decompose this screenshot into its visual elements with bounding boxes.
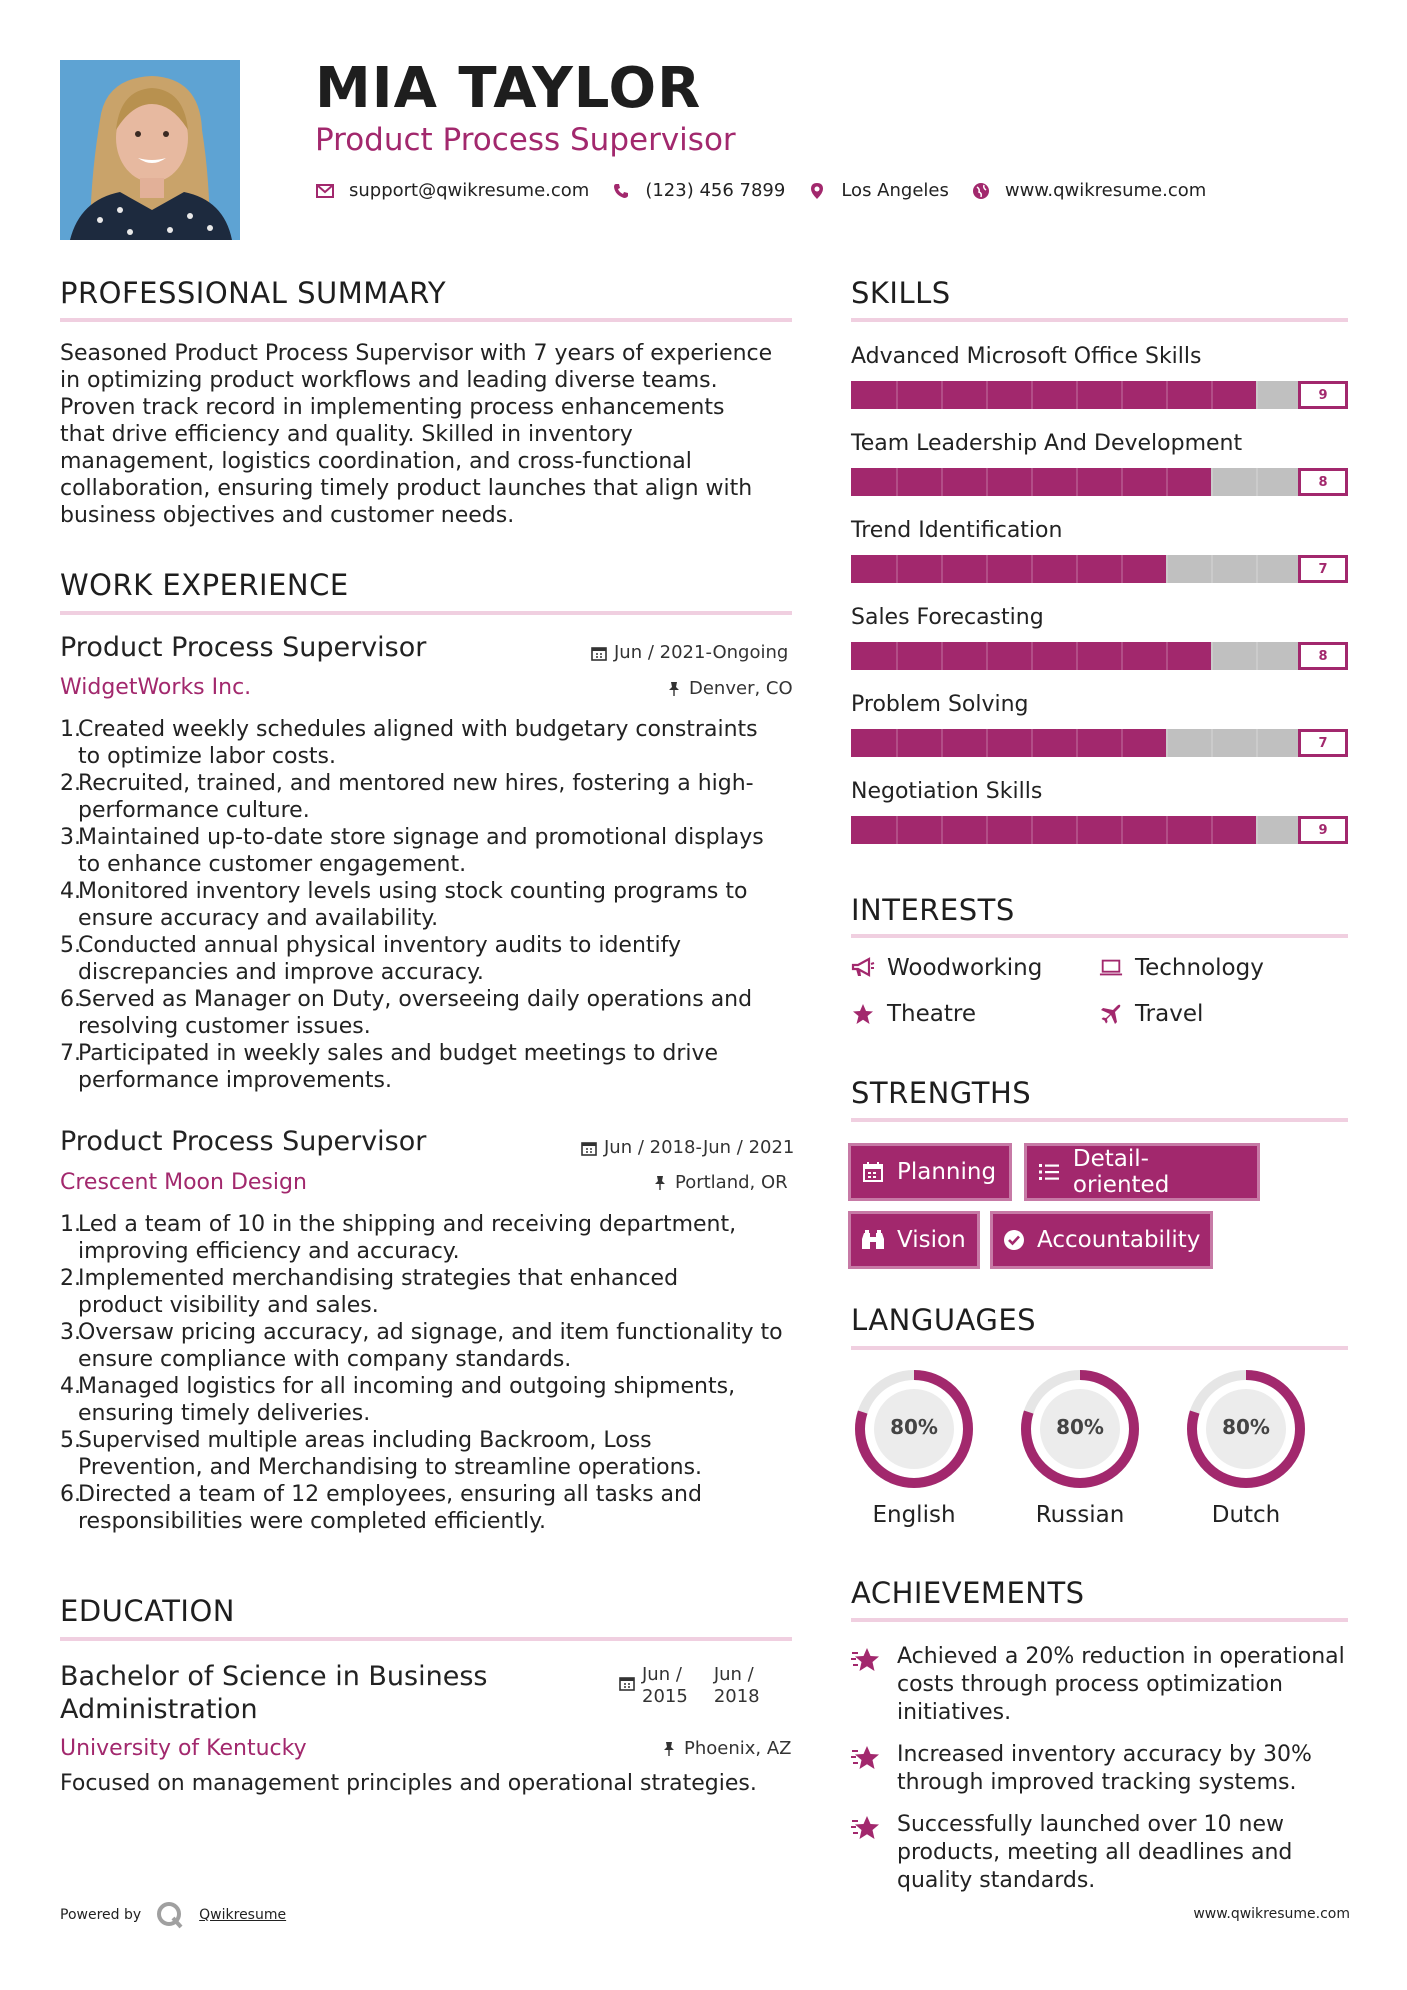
skill-bar-divider — [986, 729, 988, 757]
language-percent: 80% — [1222, 1415, 1270, 1439]
strength-label: Vision — [897, 1227, 966, 1253]
skill-bar-divider — [941, 381, 943, 409]
skill-bar-divider — [1256, 729, 1258, 757]
degree-title — [60, 1660, 487, 1726]
footer-brand — [60, 1900, 286, 1930]
email-text: support@qwikresume.com — [349, 180, 590, 201]
language-ring — [1017, 1366, 1143, 1496]
skill-bar-divider — [896, 729, 898, 757]
section-title-work: WORK EXPERIENCE — [60, 568, 349, 602]
summary-line: business objectives and customer needs. — [60, 503, 515, 528]
company-name: WidgetWorks Inc. — [60, 675, 252, 700]
skill-score: 8 — [1298, 468, 1348, 496]
achievement-text: Successfully launched over 10 new products, meeting all deadlines and quality standards. — [897, 1812, 1293, 1893]
language-name: English — [872, 1502, 956, 1528]
skill-bar — [851, 642, 1301, 670]
list-item: 4. Managed logistics for all incoming and outgoing shipments, ensuring timely deliveries. — [60, 1374, 736, 1426]
section-rule — [60, 1637, 792, 1641]
skill-bar-divider — [1256, 381, 1258, 409]
education-location — [660, 1738, 792, 1759]
section-title-achievements: ACHIEVEMENTS — [851, 1576, 1085, 1610]
list-item: 6. Served as Manager on Duty, overseeing daily operations and resolving customer issues. — [60, 987, 753, 1039]
globe-icon — [971, 181, 991, 201]
summary-line: collaboration, ensuring timely product launches that align with — [60, 476, 753, 501]
skill-bar-divider — [1211, 816, 1213, 844]
binoculars-icon — [861, 1228, 885, 1252]
envelope-icon — [315, 181, 335, 201]
education-description: Focused on management principles and operational strategies. — [60, 1771, 757, 1796]
phone-text: (123) 456 7899 — [645, 180, 786, 201]
date-text: 2015 — [642, 1686, 688, 1707]
skill-bar-divider — [986, 468, 988, 496]
job-dates-text: Jun / 2018-Jun / 2021 — [604, 1137, 795, 1158]
interest-item — [1099, 1001, 1203, 1027]
list-item: 1. Led a team of 10 in the shipping and receiving department, improving efficiency and accuracy. — [60, 1212, 737, 1264]
star-badge-icon — [851, 1645, 883, 1677]
skill-bar-divider — [941, 468, 943, 496]
section-title-languages: LANGUAGES — [851, 1303, 1037, 1337]
skill-bar-divider — [896, 555, 898, 583]
summary-line: in optimizing product workflows and leading diverse teams. — [60, 368, 718, 393]
pushpin-icon — [665, 680, 683, 698]
skill-bar-divider — [941, 642, 943, 670]
skill-score: 7 — [1298, 729, 1348, 757]
section-title-strengths: STRENGTHS — [851, 1076, 1032, 1110]
skill-bar-divider — [986, 642, 988, 670]
achievement-text: Increased inventory accuracy by 30% through improved tracking systems. — [897, 1742, 1312, 1795]
list-item: 5. Supervised multiple areas including Backroom, Loss Prevention, and Merchandising to streamline operations. — [60, 1428, 703, 1480]
skill-name: Sales Forecasting — [851, 605, 1044, 630]
qwikresume-logo-icon — [155, 1900, 185, 1930]
list-item: 3. Oversaw pricing accuracy, ad signage, and item functionality to ensure compliance with company standards. — [60, 1320, 783, 1372]
interest-label: Technology — [1135, 955, 1264, 981]
skill-bar-divider — [896, 381, 898, 409]
skill-bar-divider — [1211, 729, 1213, 757]
skill-bar-divider — [1166, 468, 1168, 496]
skill-bar-divider — [896, 642, 898, 670]
date-text: Jun / — [642, 1664, 682, 1685]
skill-bar-divider — [1166, 816, 1168, 844]
section-title-interests: INTERESTS — [851, 893, 1015, 927]
strength-label: Detail-oriented — [1072, 1146, 1170, 1198]
section-title-summary: PROFESSIONAL SUMMARY — [60, 276, 447, 310]
calendar-icon — [580, 1139, 598, 1157]
job-location-text: Portland, OR — [675, 1172, 788, 1193]
skill-bar-divider — [1076, 816, 1078, 844]
list-item: 2. Recruited, trained, and mentored new hires, fostering a high- performance culture. — [60, 771, 754, 823]
education-location-text: Phoenix, AZ — [684, 1738, 792, 1759]
skill-bar — [851, 729, 1301, 757]
skill-bar-divider — [1256, 555, 1258, 583]
skill-bar-divider — [1166, 642, 1168, 670]
skill-bar — [851, 381, 1301, 409]
qwikresume-link[interactable]: Qwikresume — [199, 1907, 287, 1923]
skill-bar-divider — [1166, 555, 1168, 583]
strength-tag — [851, 1214, 977, 1266]
language-name: Dutch — [1211, 1502, 1281, 1528]
contact-bar — [315, 180, 1228, 201]
skill-bar-divider — [1121, 642, 1123, 670]
skill-bar-divider — [1121, 816, 1123, 844]
phone-icon — [611, 181, 631, 201]
interest-item — [851, 1001, 976, 1027]
skill-bar-fill — [851, 729, 1166, 757]
language-ring — [1183, 1366, 1309, 1496]
strength-tag — [1027, 1146, 1257, 1198]
strength-label: Planning — [897, 1159, 997, 1185]
section-title-education: EDUCATION — [60, 1594, 236, 1628]
achievement-item — [851, 1811, 1351, 1895]
skill-name: Problem Solving — [851, 692, 1029, 717]
achievement-item — [851, 1643, 1351, 1727]
megaphone-icon — [851, 956, 875, 980]
interest-item — [1099, 955, 1264, 981]
pushpin-icon — [651, 1174, 669, 1192]
location-text: Los Angeles — [841, 180, 949, 201]
education-end — [714, 1664, 760, 1708]
skill-bar-divider — [1121, 381, 1123, 409]
laptop-icon — [1099, 956, 1123, 980]
footer-website[interactable]: www.qwikresume.com — [1193, 1906, 1350, 1922]
section-rule — [60, 318, 792, 322]
skill-bar-divider — [1211, 642, 1213, 670]
date-text: 2018 — [713, 1686, 760, 1707]
section-rule — [851, 318, 1348, 322]
skill-score: 7 — [1298, 555, 1348, 583]
pushpin-icon — [660, 1740, 678, 1758]
list-icon — [1037, 1160, 1061, 1184]
skill-bar-divider — [941, 729, 943, 757]
skill-bar-divider — [1121, 555, 1123, 583]
skill-bar-divider — [1076, 468, 1078, 496]
job-dates — [590, 642, 788, 663]
job-location — [651, 1172, 788, 1193]
skill-bar-divider — [1076, 729, 1078, 757]
skill-score: 9 — [1298, 816, 1348, 844]
job-bullets — [60, 716, 800, 1094]
calendar-icon — [618, 1674, 636, 1692]
skill-bar-divider — [1211, 468, 1213, 496]
skill-bar-divider — [1211, 381, 1213, 409]
strength-tag — [851, 1146, 1009, 1198]
profile-photo — [60, 60, 240, 240]
skill-score: 9 — [1298, 381, 1348, 409]
education-dates — [618, 1664, 760, 1708]
skill-bar — [851, 816, 1301, 844]
language-name: Russian — [1035, 1502, 1125, 1528]
achievement-text: Achieved a 20% reduction in operational costs through process optimization initiatives. — [897, 1644, 1345, 1725]
skill-bar-divider — [1031, 642, 1033, 670]
skill-bar-divider — [941, 555, 943, 583]
skill-name: Advanced Microsoft Office Skills — [851, 344, 1202, 369]
strength-tag — [993, 1214, 1210, 1266]
contact-website[interactable] — [971, 180, 1206, 201]
section-rule — [851, 1118, 1348, 1122]
star-badge-icon — [851, 1813, 883, 1845]
powered-by-text: Powered by — [60, 1907, 142, 1923]
interest-label: Woodworking — [887, 955, 1043, 981]
skill-bar-divider — [1031, 381, 1033, 409]
list-item: 1. Created weekly schedules aligned with budgetary constraints to optimize labor costs. — [60, 717, 758, 769]
skill-bar-divider — [1031, 816, 1033, 844]
job-location — [665, 678, 793, 699]
skill-bar-divider — [1211, 555, 1213, 583]
school-name: University of Kentucky — [60, 1736, 307, 1761]
summary-text — [60, 340, 795, 529]
company-name: Crescent Moon Design — [60, 1170, 307, 1195]
candidate-name: MIA TAYLOR — [315, 56, 702, 121]
list-item: 6. Directed a team of 12 employees, ensuring all tasks and responsibilities were completed efficiently. — [60, 1482, 702, 1534]
skill-bar-fill — [851, 816, 1256, 844]
skill-bar-divider — [1166, 729, 1168, 757]
skill-bar-divider — [1076, 642, 1078, 670]
degree-line: Bachelor of Science in Business — [60, 1661, 488, 1692]
list-item: 3. Maintained up-to-date store signage and promotional displays to enhance customer engagement. — [60, 825, 764, 877]
skill-bar — [851, 555, 1301, 583]
job-bullets — [60, 1211, 800, 1535]
plane-icon — [1099, 1002, 1123, 1026]
list-item: 5. Conducted annual physical inventory audits to identify discrepancies and improve accuracy. — [60, 933, 682, 985]
contact-location — [807, 180, 949, 201]
skill-bar-divider — [896, 468, 898, 496]
section-rule — [851, 1346, 1348, 1350]
contact-phone[interactable] — [611, 180, 785, 201]
interest-label: Travel — [1135, 1001, 1204, 1027]
skill-bar-divider — [986, 381, 988, 409]
skill-bar-divider — [986, 555, 988, 583]
strength-label: Accountability — [1037, 1227, 1201, 1253]
skill-bar-divider — [1121, 729, 1123, 757]
section-rule — [60, 611, 792, 615]
star-icon — [851, 1002, 875, 1026]
list-item: 2. Implemented merchandising strategies that enhanced product visibility and sales. — [60, 1266, 679, 1318]
contact-email[interactable] — [315, 180, 589, 201]
section-rule — [851, 1618, 1348, 1622]
skill-bar-fill — [851, 381, 1256, 409]
summary-line: management, logistics coordination, and cross-functional — [60, 449, 692, 474]
section-title-skills: SKILLS — [851, 276, 951, 310]
skill-bar-divider — [1076, 381, 1078, 409]
skill-bar-divider — [1031, 468, 1033, 496]
calendar-icon — [590, 644, 608, 662]
skill-bar-divider — [1031, 555, 1033, 583]
map-pin-icon — [807, 181, 827, 201]
skill-bar-divider — [986, 816, 988, 844]
skill-name: Negotiation Skills — [851, 779, 1043, 804]
skill-score: 8 — [1298, 642, 1348, 670]
job-title: Product Process Supervisor — [60, 1126, 427, 1157]
list-item: 7. Participated in weekly sales and budget meetings to drive performance improvements. — [60, 1041, 719, 1093]
skill-bar-divider — [1256, 468, 1258, 496]
check-circle-icon — [1003, 1228, 1025, 1252]
calendar-icon — [861, 1160, 885, 1184]
skill-bar-divider — [1076, 555, 1078, 583]
achievement-item — [851, 1741, 1351, 1797]
language-percent: 80% — [1056, 1415, 1104, 1439]
language-percent: 80% — [890, 1415, 938, 1439]
list-item: 4. Monitored inventory levels using stock counting programs to ensure accuracy and availability. — [60, 879, 748, 931]
section-rule — [851, 934, 1348, 938]
skill-bar — [851, 468, 1301, 496]
summary-line: that drive efficiency and quality. Skilled in inventory — [60, 422, 633, 447]
interest-label: Theatre — [887, 1001, 976, 1027]
job-dates-text: Jun / 2021-Ongoing — [614, 642, 789, 663]
language-ring — [851, 1366, 977, 1496]
website-text: www.qwikresume.com — [1004, 180, 1207, 201]
skill-bar-divider — [1121, 468, 1123, 496]
interest-item — [851, 955, 1042, 981]
skill-bar-divider — [1031, 729, 1033, 757]
summary-line: Seasoned Product Process Supervisor with 7 years of experience — [60, 341, 773, 366]
skill-name: Team Leadership And Development — [851, 431, 1243, 456]
candidate-role: Product Process Supervisor — [315, 122, 736, 158]
skill-bar-divider — [941, 816, 943, 844]
skill-name: Trend Identification — [851, 518, 1063, 543]
job-dates — [580, 1137, 794, 1158]
date-text: Jun / — [713, 1664, 754, 1685]
skill-bar-divider — [1166, 381, 1168, 409]
education-start — [642, 1664, 688, 1708]
star-badge-icon — [851, 1743, 883, 1775]
skill-bar-fill — [851, 555, 1166, 583]
skill-bar-divider — [1256, 816, 1258, 844]
skill-bar-divider — [896, 816, 898, 844]
summary-line: Proven track record in implementing process enhancements — [60, 395, 725, 420]
job-title: Product Process Supervisor — [60, 632, 427, 663]
job-location-text: Denver, CO — [689, 678, 793, 699]
degree-line: Administration — [60, 1694, 258, 1725]
skill-bar-divider — [1256, 642, 1258, 670]
